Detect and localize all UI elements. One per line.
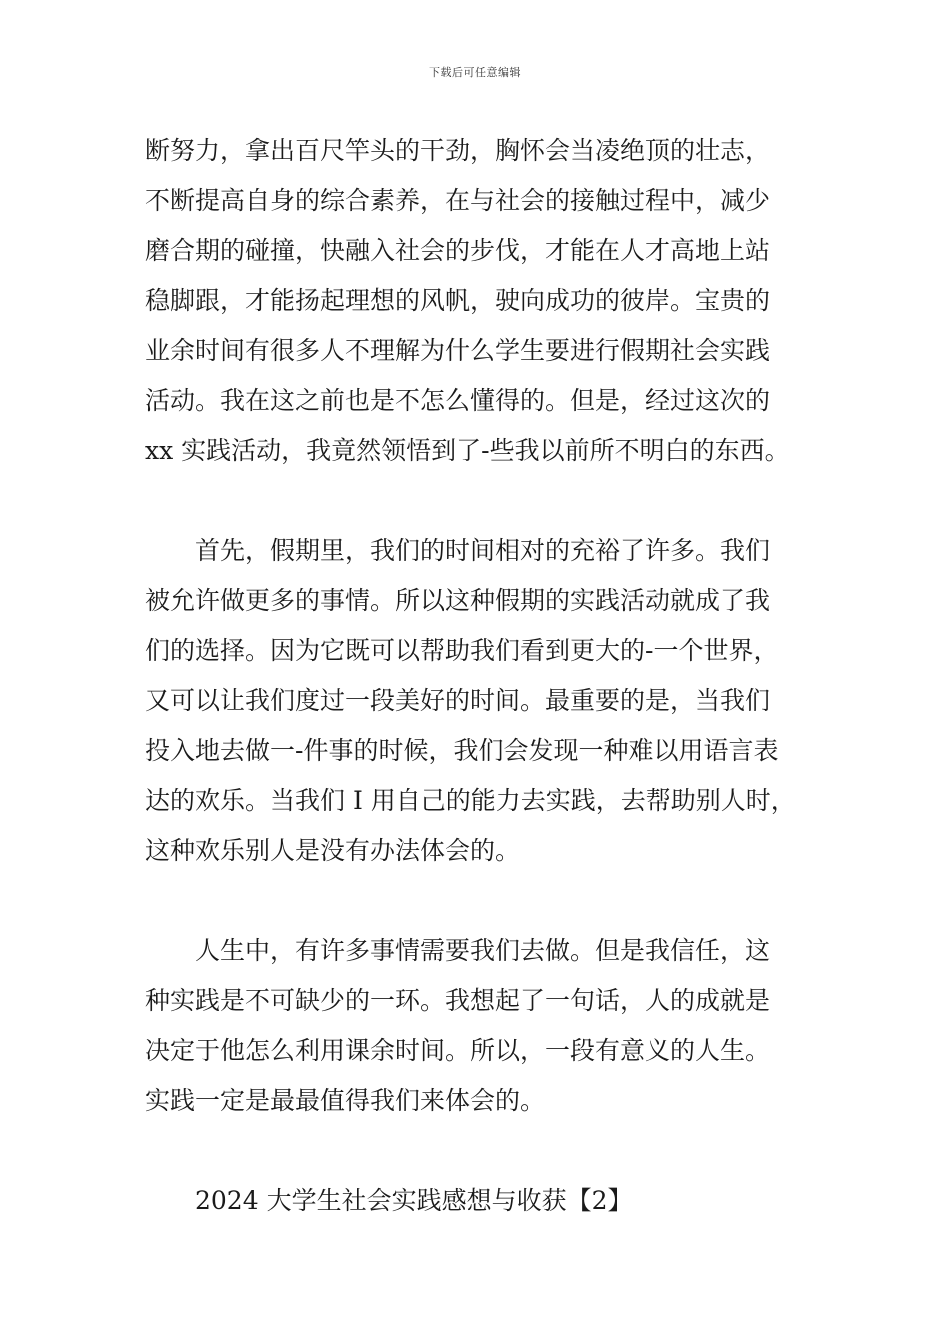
paragraph-2 xyxy=(145,526,810,876)
text-line: 实践一定是最最值得我们来体会的。 xyxy=(145,1086,546,1115)
text-line: 这种欢乐别人是没有办法体会的。 xyxy=(145,836,521,865)
paragraph-3 xyxy=(145,926,810,1126)
text-line: 种实践是不可缺少的一环。我想起了一句话，人的成就是 xyxy=(145,986,771,1015)
section-heading: 2024 大学生社会实践感想与收获【2】 xyxy=(195,1186,633,1215)
text-line: 首先，假期里，我们的时间相对的充裕了许多。我们 xyxy=(195,536,771,565)
text-line: 稳脚跟，才能扬起理想的风帆，驶向成功的彼岸。宝贵的 xyxy=(145,286,771,315)
document-body xyxy=(145,126,810,1226)
text-line: 活动。我在这之前也是不怎么懂得的。但是，经过这次的 xyxy=(145,386,771,415)
text-line: 又可以让我们度过一段美好的时间。最重要的是，当我们 xyxy=(145,686,771,715)
text-line: 决定于他怎么利用课余时间。所以，一段有意义的人生。 xyxy=(145,1036,771,1065)
text-line: 断努力，拿出百尺竿头的干劲，胸怀会当凌绝顶的壮志， xyxy=(145,136,771,165)
text-line: xx 实践活动，我竟然领悟到了-些我以前所不明白的东西。 xyxy=(145,436,790,465)
paragraph-spacer xyxy=(145,476,810,526)
paragraph-spacer xyxy=(145,876,810,926)
text-line: 投入地去做一-件事的时候，我们会发现一种难以用语言表 xyxy=(145,736,779,765)
page-header: 下载后可任意编辑 xyxy=(429,66,521,79)
text-line: 业余时间有很多人不理解为什么学生要进行假期社会实践 xyxy=(145,336,771,365)
paragraph-spacer xyxy=(145,1126,810,1176)
text-line: 人生中，有许多事情需要我们去做。但是我信任，这 xyxy=(195,936,771,965)
text-line: 不断提高自身的综合素养，在与社会的接触过程中，减少 xyxy=(145,186,771,215)
paragraph-1 xyxy=(145,126,810,476)
text-line: 达的欢乐。当我们 I 用自己的能力去实践，去帮助别人时， xyxy=(145,786,796,815)
text-line: 磨合期的碰撞，快融入社会的步伐，才能在人才高地上站 xyxy=(145,236,771,265)
text-line: 被允许做更多的事情。所以这种假期的实践活动就成了我 xyxy=(145,586,771,615)
text-line: 们的选择。因为它既可以帮助我们看到更大的-一个世界， xyxy=(145,636,779,665)
